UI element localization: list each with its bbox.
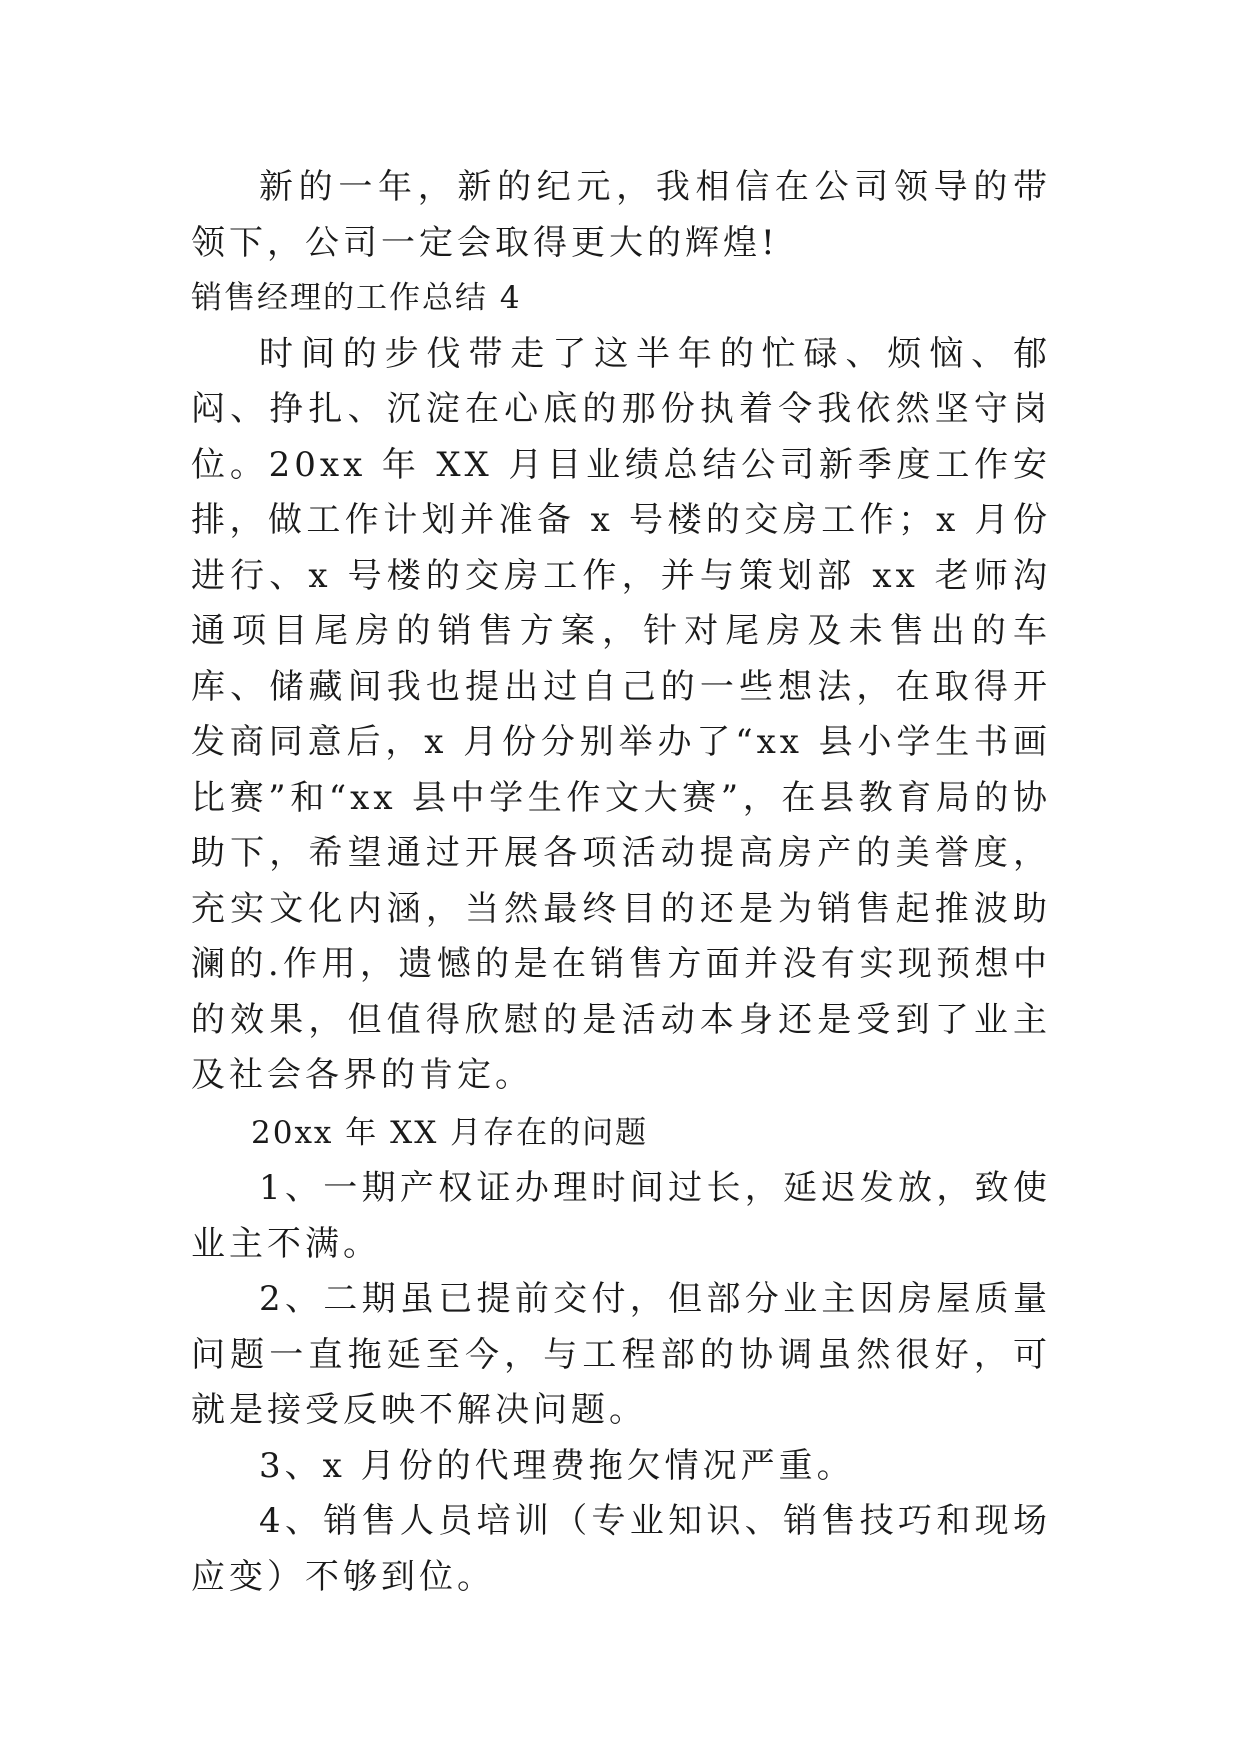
paragraph-main: 时间的步伐带走了这半年的忙碌、烦恼、郁闷、挣扎、沉淀在心底的那份执着令我依然坚守岗位。20xx 年 XX 月目业绩总结公司新季度工作安排，做工作计划并准备 x 号楼的交房工作；x 月份进行、x 号楼的交房工作，并与策划部 xx 老师沟通项目尾房的销售方案，针对尾房及未售出的车库、储藏间我也提出过自己的一些想法，在取得开发商同意后，x 月份分别举办了“xx 县小学生书画比赛”和“xx 县中学生作文大赛”，在县教育局的协助下，希望通过开展各项活动提高房产的美誉度，充实文化内涵，当然最终目的还是为销售起推波助澜的.作用，遗憾的是在销售方面并没有实现预想中的效果，但值得欣慰的是活动本身还是受到了业主及社会各界的肯定。 <box>191 333 1051 1095</box>
section-title: 销售经理的工作总结 4 <box>191 280 522 316</box>
problem-item-1: 1、一期产权证办理时间过长，延迟发放，致使业主不满。 <box>191 1168 1051 1264</box>
problem-item-4: 4、销售人员培训（专业知识、销售技巧和现场应变）不够到位。 <box>191 1501 1051 1597</box>
paragraph-intro: 新的一年，新的纪元，我相信在公司领导的带领下，公司一定会取得更大的辉煌! <box>191 167 1051 263</box>
problems-title: 20xx 年 XX 月存在的问题 <box>251 1114 649 1151</box>
problem-item-2: 2、二期虽已提前交付，但部分业主因房屋质量问题一直拖延至今，与工程部的协调虽然很好，可就是接受反映不解决问题。 <box>191 1279 1051 1430</box>
problem-item-3: 3、x 月份的代理费拖欠情况严重。 <box>259 1445 855 1486</box>
document-body <box>191 160 1051 1605</box>
